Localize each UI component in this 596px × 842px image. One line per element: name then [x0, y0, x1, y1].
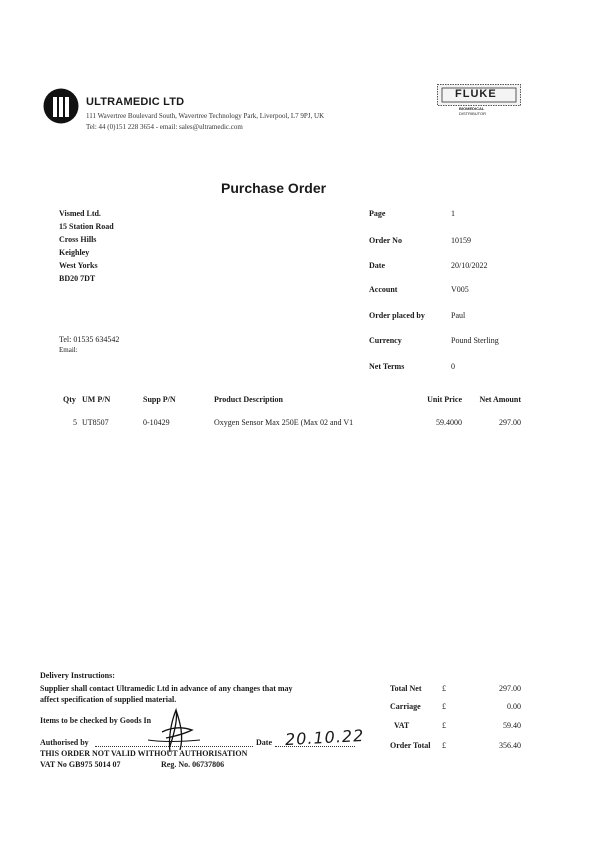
net-terms-label: Net Terms: [369, 362, 405, 371]
company-name: ULTRAMEDIC LTD: [86, 96, 185, 108]
page-title: Purchase Order: [221, 180, 327, 196]
total-net-value: 297.00: [499, 684, 521, 693]
order-total-currency: £: [442, 741, 446, 750]
row-description: Oxygen Sensor Max 250E (Max 02 and V1: [214, 418, 354, 427]
supplier-address-line2: Cross Hills: [59, 235, 97, 244]
col-header-um-pn: UM P/N: [82, 395, 111, 404]
checked-by-label: Items to be checked by Goods In: [40, 716, 152, 725]
registration-number: Reg. No. 06737806: [161, 760, 225, 769]
col-header-unit-price: Unit Price: [427, 395, 462, 404]
supplier-name: Vismed Ltd.: [59, 209, 101, 218]
vat-currency: £: [442, 721, 446, 730]
row-qty: 5: [73, 418, 77, 427]
total-net-label: Total Net: [390, 684, 422, 693]
currency-label: Currency: [369, 336, 402, 345]
vat-value: 59.40: [503, 721, 521, 730]
order-no-label: Order No: [369, 236, 402, 245]
order-no-value: 10159: [451, 236, 471, 245]
delivery-instruction-line2: affect specification of supplied material.: [40, 695, 177, 704]
vat-number: VAT No GB975 5014 07: [40, 760, 121, 769]
row-unit-price: 59.4000: [436, 418, 462, 427]
supplier-email: Email:: [59, 346, 78, 354]
page-value: 1: [451, 209, 455, 218]
company-contact: Tel: 44 (0)151 228 3654 - email: sales@ultramedic.com: [86, 123, 243, 131]
total-net-currency: £: [442, 684, 446, 693]
fluke-logo: [437, 84, 521, 118]
vat-label: VAT: [394, 721, 410, 730]
auth-date-label: Date: [256, 738, 272, 747]
row-net-amount: 297.00: [499, 418, 521, 427]
currency-value: Pound Sterling: [451, 336, 499, 345]
fluke-logo-text: FLUKE: [455, 88, 497, 100]
date-value: 20/10/2022: [451, 261, 488, 270]
placed-by-label: Order placed by: [369, 311, 425, 320]
carriage-value: 0.00: [507, 702, 521, 711]
col-header-qty: Qty: [63, 395, 76, 404]
page-label: Page: [369, 209, 386, 218]
net-terms-value: 0: [451, 362, 455, 371]
col-header-net-amount: Net Amount: [479, 395, 521, 404]
supplier-postcode: BD20 7DT: [59, 274, 96, 283]
row-supp-pn: 0-10429: [143, 418, 170, 427]
supplier-address-line4: West Yorks: [59, 261, 98, 270]
date-label: Date: [369, 261, 385, 270]
fluke-logo-sub: BIOMEDICAL: [459, 106, 485, 111]
handwritten-date: 20.10.22: [284, 725, 365, 750]
col-header-supp-pn: Supp P/N: [143, 395, 176, 404]
delivery-instruction-line1: Supplier shall contact Ultramedic Ltd in advance of any changes that may: [40, 684, 293, 693]
ultramedic-logo-icon: [43, 88, 79, 124]
carriage-label: Carriage: [390, 702, 421, 711]
placed-by-value: Paul: [451, 311, 466, 320]
account-label: Account: [369, 285, 398, 294]
authorised-by-label: Authorised by: [40, 738, 89, 747]
supplier-address-line3: Keighley: [59, 248, 90, 257]
delivery-instructions-label: Delivery Instructions:: [40, 671, 115, 680]
account-value: V005: [451, 285, 469, 294]
not-valid-notice: THIS ORDER NOT VALID WITHOUT AUTHORISATION: [40, 749, 248, 758]
supplier-address-line1: 15 Station Road: [59, 222, 114, 231]
fluke-logo-sub2: DISTRIBUTOR: [459, 111, 487, 116]
col-header-description: Product Description: [214, 395, 283, 404]
supplier-tel: Tel: 01535 634542: [59, 335, 120, 344]
row-um-pn: UT8507: [82, 418, 109, 427]
order-total-value: 356.40: [499, 741, 521, 750]
carriage-currency: £: [442, 702, 446, 711]
company-address: 111 Wavertree Boulevard South, Wavertree Technology Park, Liverpool, L7 9PJ, UK: [86, 112, 325, 120]
order-total-label: Order Total: [390, 741, 431, 750]
